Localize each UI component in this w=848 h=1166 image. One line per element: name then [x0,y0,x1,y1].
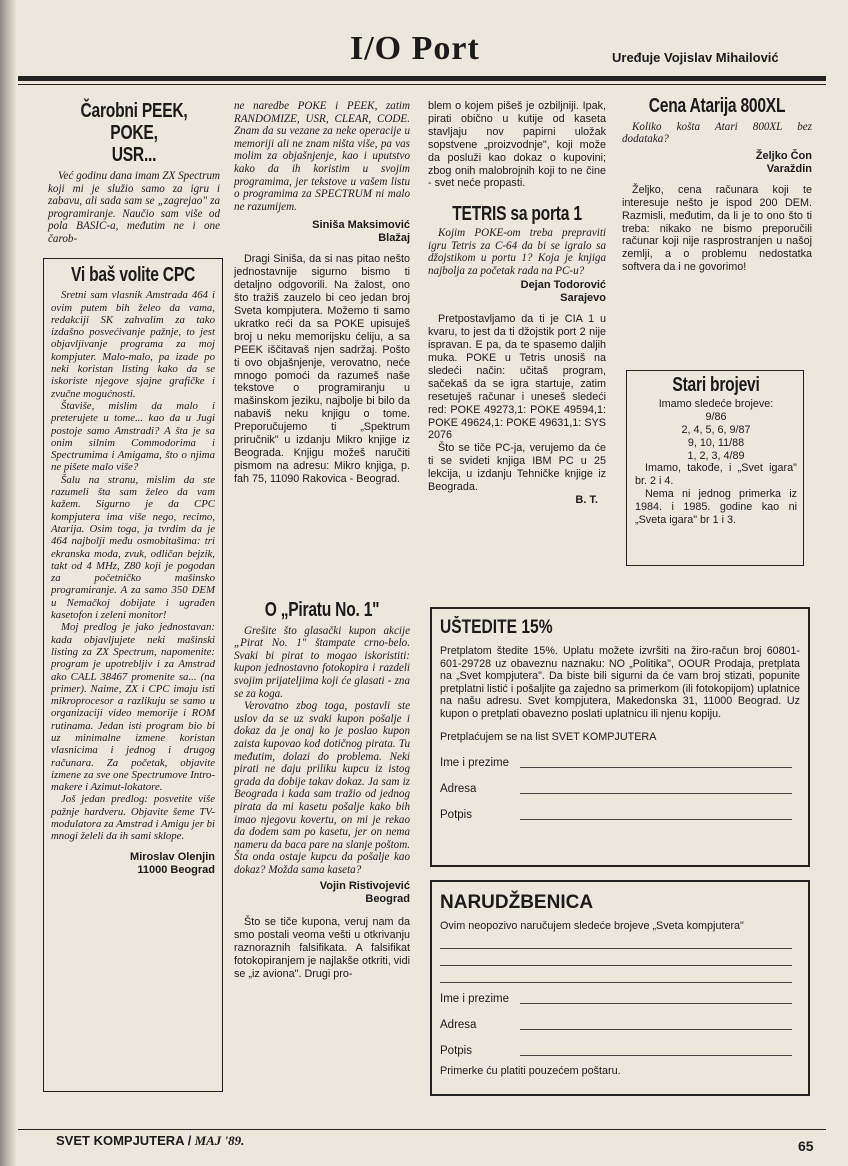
signature-place: Beograd [365,893,410,906]
order-name-field[interactable] [440,983,800,1009]
order-payment-note: Primerke ću platiti pouzećem poštaru. [440,1065,621,1077]
address-label: Adresa [440,782,477,795]
article-tetris [428,100,606,507]
letter-paragraph: Još jedan predlog: posvetite više pažnje hardveru. Objavite šeme TV-modulatora za Amstrad i Amigu jer bi mnogi želeli da ih sami sklope. [51,793,215,843]
article-atari [622,95,812,274]
back-issues-title: Stari brojevi [672,374,760,396]
article-peek-continued [234,100,410,486]
letter-text: Verovatno zbog toga, postavli ste uslov da se uz svaki kupon pošalje i dokaz da je onaj ko je poslao kupon zaista kupovao kod dotičnog pirata. Tu međutim, dolazi do problema. Neki pirati ne daju priliku kupcu iz istog grada da dobije takav dokaz. Ja sam iz Beograda i kada sam tražio od jednog pirata da mi kasetu pošalje kako bih imao njegovu kovertu, on mi je rekao da dodem sam po kasetu, jer on nema nameru da baca pare na slanje poštom. Šta onda ostaje kupcu da pošalje kao dokaz? Možda sama kaseta? [234,700,410,876]
order-signature-line[interactable] [520,1055,792,1056]
pirat-answer-continued: blem o kojem pišeš je ozbiljniji. Ipak, pirati obično u kutije od kaseta stavljaju nov papirni uložak sopstvene „proizvodnje", koji može da posluži kao dokaz o kupovini; zbog onih malobrojnih koji to ne čine - svet neće propasti. [428,100,606,190]
address-line[interactable] [520,793,792,794]
editor-answer: Što se tiče kupona, veruj nam da smo postali veoma vešti u otkrivanju raznoraznih falsifikata. A falsifikat fotokopiranjem je najlakše otkriti, vidi se „iz aviona". Drugi pro- [234,916,410,981]
issue-date: MAJ '89. [191,1133,245,1148]
page-spine-shadow [0,0,16,1166]
signature-initials: B. T. [575,494,598,506]
order-address-field[interactable] [440,1009,800,1035]
article-title: TETRIS sa porta 1 [452,203,582,226]
signature-name: Siniša Maksimović [312,219,410,232]
order-signature-field[interactable] [440,1035,800,1061]
order-name-line[interactable] [520,1003,792,1004]
address-field[interactable] [440,773,800,799]
back-issues-intro: Imamo sledeće brojeve: [658,397,774,410]
back-issues-line: 9, 10, 11/88 [687,436,745,449]
signature-name: Vojin Ristivojević [319,880,410,893]
article-peek-start [48,100,220,246]
editor-credit: Uređuje Vojislav Mihailović [612,50,779,65]
subscription-text: Pretplatom štedite 15%. Uplatu možete izvršiti na žiro-račun broj 60801-601-29728 uz obaveznu naznaku: NO „Politika", OOUR Prodaja, pretplata na „Svet kompjutera". Da biste bili sigurni da će vam broj stizati, popunite pretplatni listić i pošaljite ga zajedno sa primerkom (ili fotokopijom) uplatnice na našu adresu. Svet kompjutera, Makedonska 31, 11000 Beograd. Uz kupon o pretplati obavezno poslati uplatnicu ili njenu kopiju. [440,645,800,720]
back-issues-line: 2, 4, 5, 6, 9/87 [681,423,751,436]
signature-name: Dejan Todorović [520,279,606,292]
subscription-title: UŠTEDITE 15% [440,617,553,638]
article-title: Cena Atarija 800XL [648,95,786,117]
order-address-line[interactable] [520,1029,792,1030]
section-title: I/O Port [350,30,480,67]
back-issues-box [626,370,804,566]
back-issues-line: 1, 2, 3, 4/89 [687,449,745,462]
magazine-name: SVET KOMPJUTERA / [56,1133,192,1148]
page-number: 65 [798,1138,814,1154]
order-text: Ovim neopozivo naručujem sledeće brojeve „Sveta kompjutera" [440,920,744,932]
header-rule-thin [18,84,826,85]
editor-answer: Što se tiče PC-ja, verujemo da će ti se svideti knjiga IBM PC u 25 lekcija, u izdanju Tehničke knjige iz Beograda. [428,442,606,494]
letter-paragraph: Šalu na stranu, mislim da ste razumeli šta sam želeo da vam kažem. Sigurno je da CPC kompjutera ima više nego, recimo, Atarija. Osim toga, ja tvrdim da je 464 najbolji među osmobitašima: tri ekranska moda, zvuk, odličan bejzik, takt od 4 MHz, Z80 koji je pogodan za početničko mašinsko programiranje. A za samo 350 DEM u Nemačkoj dobijate i ugrađen kasetofon i zeleni monitor! [51,473,215,622]
letter-text: Grešite što glasački kupon akcije „Pirat No. 1" štampate crno-belo. Svaki bi pirat to mogao iskoristiti: kupon jednostavno fotokopira i razdeli svojim prijateljima koji će glasati - zna se za koga. [234,624,410,700]
order-signature-label: Potpis [440,1045,472,1057]
order-address-label: Adresa [440,1019,477,1031]
signature-name: Željko Čon [755,149,812,162]
back-issues-line: 9/86 [705,410,727,423]
header-rule-thick [18,76,826,81]
signature-name: Miroslav Olenjin [130,850,215,863]
letter-paragraph: Štaviše, mislim da malo i preterujete u tome... kao da u Jugi postoje samo Amstradi? A šta je sa onim silnim Commodorima i Spectrumima i Amigama, što o njima ne pišete malo više? [51,399,215,474]
name-label: Ime i prezime [440,756,510,769]
order-name-label: Ime i prezime [440,993,510,1005]
name-field[interactable] [440,747,800,773]
signature-place: 11000 Beograd [137,863,215,876]
back-issues [635,374,797,527]
signature-label: Potpis [440,808,472,821]
order-issues-line[interactable] [440,932,792,949]
subscription-content [440,617,800,825]
letter-text: Kojim POKE-om treba prepraviti igru Tetris za C-64 da bi se igralo sa džojstikom u portu 1? Koja je knjiga najbolja za početak rada na PC-u? [428,226,606,277]
article-title: Vi baš volite CPC [70,264,196,286]
signature-place: Blažaj [378,232,410,245]
article-title: Čarobni PEEK, POKE, USR... [80,100,188,166]
article-cpc-box [43,258,223,1092]
name-line[interactable] [520,767,792,768]
article-pirat [234,599,410,981]
order-issues-line[interactable] [440,949,792,966]
subscription-coupon [430,607,810,867]
back-issues-note: Nema ni jednog primerka iz 1984. i 1985. godine kao ni „Sveta igara" br 1 i 3. [635,488,797,527]
article-title: O „Piratu No. 1" [264,599,380,621]
signature-field[interactable] [440,799,800,825]
footer-rule [18,1129,826,1130]
letter-paragraph: Moj predlog je jako jednostavan: kada objavljujete neki mašinski listing za ZX Spectrum, napomenite: program je upotrebljiv i za Amstrad ako CALL 38467 promenite sa... (na primer). Naime, ZX i CPC imaju isti mikroprocesor a razlikuju se samo u organizaciji video memorije i ROM rutinama. Jedan isti program bio bi uz minimalne izmene koristan vlasnicima i jednog i drugog računara. Za početak, objavite izmene za sve one Spectrumove Intro-makere i Azimut-lokatore. [51,621,215,794]
letter-text: ne naredbe POKE i PEEK, zatim RANDOMIZE, USR, CLEAR, CODE. Znam da su vezane za neke operacije u memoriji ali ne znam ništa više, pa vas molim za objašnjenje, kao i uputstvo kako da ih koristim u svojim programima, jer tekstove u vašem listu o programima za SPECTRUM ni malo ne razumijem. [234,100,410,213]
letter-text: Koliko košta Atari 800XL bez dodataka? [622,120,812,146]
letter-text: Već godinu dana imam ZX Spectrum koji mi je služio samo za igru i zabavu, ali sada sam se „zagrejao" za programiranje. Naučio sam više od pola BASIC-a, međutim ne i one čarob- [48,170,220,245]
editor-answer: Dragi Siniša, da si nas pitao nešto jednostavnije sigurno bismo ti detaljno odgovorili. Na žalost, ono što tražiš zauzelo bi ceo jedan broj Sveta kompjutera. Možemo ti samo ukratko reći da sa POKE upisuješ broj u neku memorijsku ćeliju, a sa PEEK iščitavaš njen sadržaj. Pošto ti ovo objašnjenje, verovatno, neće mnogo pomoći da razumeš naše tekstove o programiranju u mašinskom jeziku, najbolje bi bilo da nabaviš neku knjigu o tome. Preporučujemo ti „Spektrum priručnik" u izdanju Mikro knjige iz Beograda. Knjigu možeš naručiti pismom na adresu: Mikro knjiga, p. fah 75, 11090 Rakovica - Beograd. [234,253,410,485]
signature-line[interactable] [520,819,792,820]
letter-paragraph: Sretni sam vlasnik Amstrada 464 i ovim putem bih želeo da vama, redakciji SK zahvalim za tako izdašno posvećivanje pažnje, to jest objavljivanje programa za moj kompjuter. Malo-malo, pa izade po neki koristan listing kako da se iskoriste njegove sjajne grafičke i zvučne mogućnosti. [51,289,215,400]
order-coupon [430,880,810,1096]
editor-answer: Pretpostavljamo da ti je CIA 1 u kvaru, to jest da ti džojstik port 2 nije ispravan. E pa, da te spasemo daljih muka. POKE u Tetris unosiš na sledeći način: učitaš program, sačekaš da se igra startuje, zatim resetuješ računar i uneseš sledeći red: POKE 49273,1: POKE 49594,1: POKE 49624,1: POKE 49631,1: SYS 2076 [428,313,606,442]
order-content [440,892,800,1077]
subscription-pledge: Pretplaćujem se na list SVET KOMPJUTERA [440,730,657,743]
order-issues-line[interactable] [440,966,792,983]
article-cpc [51,264,215,877]
footer-magazine [56,1133,244,1149]
editor-answer: Željko, cena računara koji te interesuje nešto je ispod 200 DEM. Razmisli, međutim, da li je to ono što ti treba: nikako ne bismo preporučili računar koji nije rasprostranjen u našoj zemlji, a o problemu nedostatka softvera da i ne govorimo! [622,183,812,274]
back-issues-note: Imamo, takođe, i „Svet igara" br. 2 i 4. [635,462,797,488]
order-title: NARUDŽBENICA [440,892,594,913]
signature-place: Varaždin [766,162,812,175]
signature-place: Sarajevo [560,292,606,305]
